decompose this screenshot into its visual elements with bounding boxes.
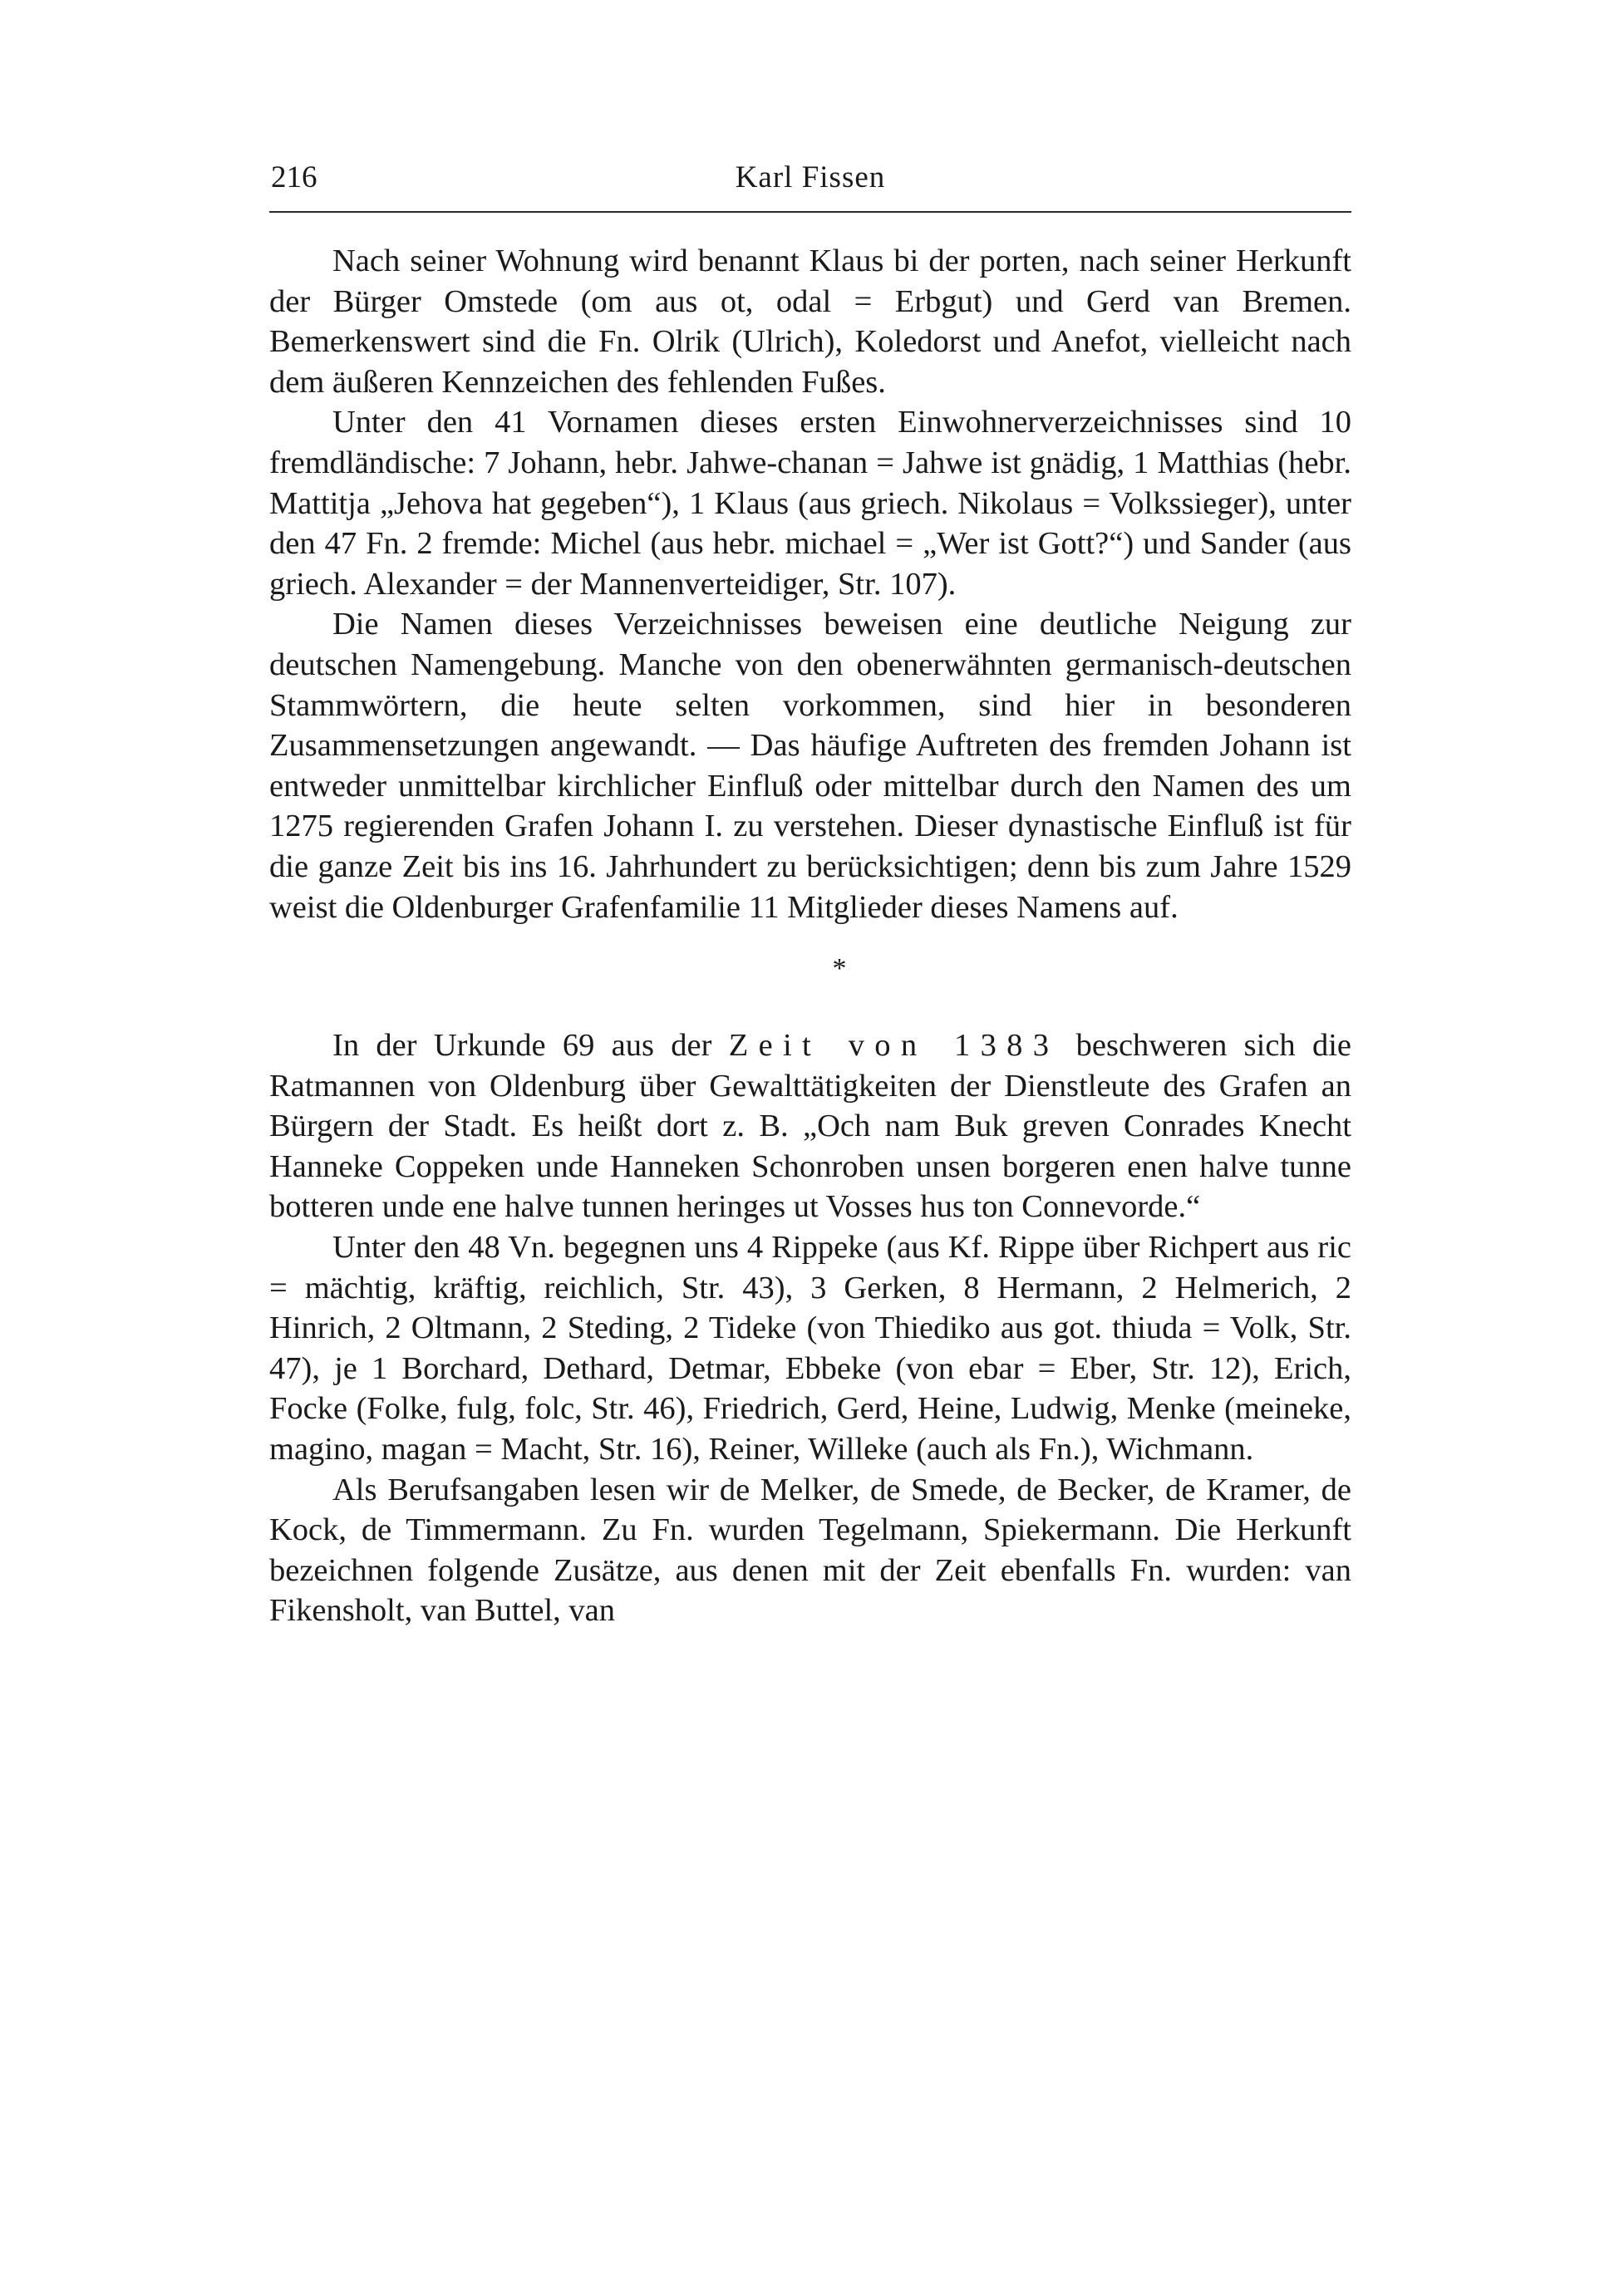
paragraph-namengebung: Die Namen dieses Verzeichnisses beweisen eine deutliche Neigung zur deutschen Namengebung. Manche von den obenerwähnten germanisch-deutschen Stammwörtern, die heute selten vorkommen, sind hier in besonderen Zusammensetzungen angewandt. — Das häufige Auftreten des fremden Johann ist entweder unmittelbar kirchlicher Einfluß oder mittelbar durch den Namen des um 1275 regierenden Grafen Johann I. zu verstehen. Dieser dynastische Einfluß ist für die ganze Zeit bis ins 16. Jahrhundert zu berücksichtigen; denn bis zum Jahre 1529 weist die Oldenburger Grafenfamilie 11 Mitglieder dieses Namens auf. xyxy=(269,607,1351,925)
paragraph-berufsangaben: Als Berufsangaben lesen wir de Melker, de Smede, de Becker, de Kramer, de Kock, de Timmermann. Zu Fn. wurden Tegelmann, Spiekermann. Die Herkunft bezeichnen folgende Zusätze, aus denen mit der Zeit ebenfalls Fn. wurden: van Fikensholt, van Buttel, van xyxy=(269,1472,1351,1629)
running-title: Karl Fissen xyxy=(735,160,886,194)
paragraph-wohnung-herkunft: Nach seiner Wohnung wird benannt Klaus bi der porten, nach seiner Herkunft der Bürger Omstede (om aus ot, odal = Erbgut) und Gerd van Bremen. Bemerkenswert sind die Fn. Olrik (Ulrich), Koledorst und Anefot, vielleicht nach dem äußeren Kennzeichen des fehlenden Fußes. xyxy=(269,243,1351,400)
running-head xyxy=(269,155,1351,201)
section-separator: * xyxy=(832,953,847,985)
book-page xyxy=(269,155,1351,1631)
paragraph-vornamen: Unter den 41 Vornamen dieses ersten Einwohnerverzeichnisses sind 10 fremdländische: 7 Johann, hebr. Jahwe-chanan = Jahwe ist gnädig, 1 Matthias (hebr. Mattitja „Jehova hat gegeben“), 1 Klaus (aus griech. Nikolaus = Volkssieger), unter den 47 Fn. 2 fremde: Michel (aus hebr. michael = „Wer ist Gott?“) und Sander (aus griech. Alexander = der Mannenverteidiger, Str. 107). xyxy=(269,405,1351,602)
header-rule xyxy=(269,211,1351,213)
urkunde-text-after: beschweren sich die Ratmannen von Oldenburg über Gewalttätigkeiten der Dienstleute des Grafen an Bürgern der Stadt. Es heißt dort z. B. „Och nam Buk greven Conrades Knecht Hanneke Coppeken unde Hanneken Schonroben unsen borgeren enen halve tunne botteren unde ene halve tunnen heringes ut Vosses hus ton Connevorde.“ xyxy=(269,1028,1351,1225)
page-number: 216 xyxy=(271,160,317,194)
paragraph-vornamen-48: Unter den 48 Vn. begegnen uns 4 Rippeke (aus Kf. Rippe über Richpert aus ric = mächtig, kräftig, reichlich, Str. 43), 3 Gerken, 8 Hermann, 2 Helmerich, 2 Hinrich, 2 Oltmann, 2 Steding, 2 Tideke (von Thiediko aus got. thiuda = Volk, Str. 47), je 1 Borchard, Dethard, Detmar, Ebbeke (von ebar = Eber, Str. 12), Erich, Focke (Folke, fulg, folc, Str. 46), Friedrich, Gerd, Heine, Ludwig, Menke (meineke, magino, magan = Macht, Str. 16), Reiner, Willeke (auch als Fn.), Wichmann. xyxy=(269,1230,1351,1468)
urkunde-text-before: In der Urkunde 69 aus der xyxy=(332,1028,729,1064)
paragraph-urkunde-69 xyxy=(269,1025,1351,1227)
spaced-date-phrase: Zeit von 1383 xyxy=(728,1028,1060,1064)
section-gap xyxy=(269,1010,1351,1025)
